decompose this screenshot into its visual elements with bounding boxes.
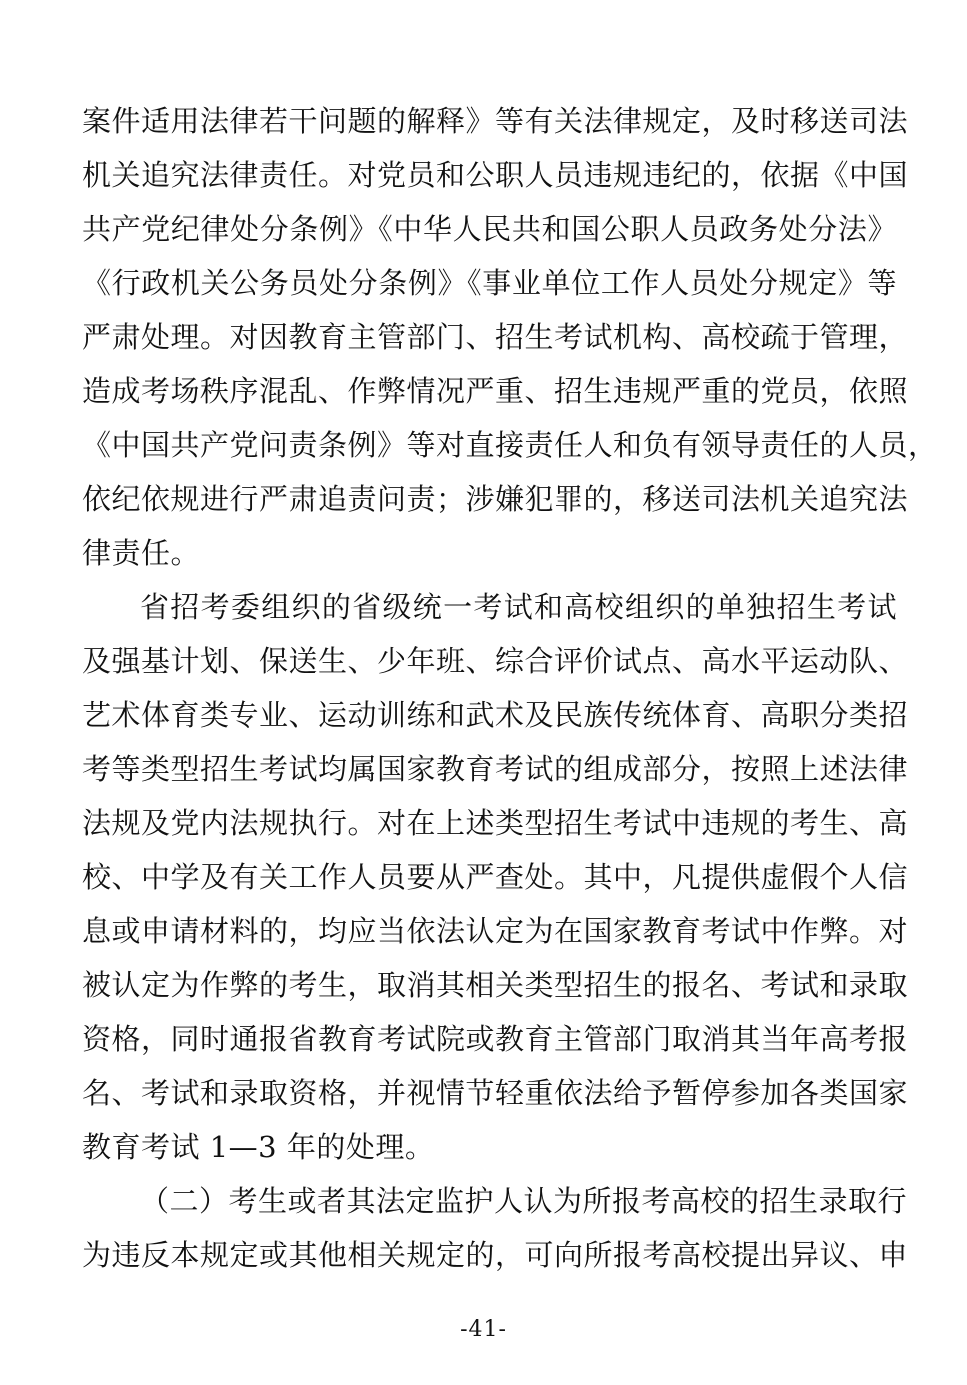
text-line: 依纪依规进行严肃追责问责；涉嫌犯罪的，移送司法机关追究法 — [82, 482, 909, 516]
text-line: 造成考场秩序混乱、作弊情况严重、招生违规严重的党员，依照 — [82, 374, 909, 408]
paragraph-first-line: 省招考委组织的省级统一考试和高校组织的单独招生考试 — [140, 590, 897, 624]
text-line: 机关追究法律责任。对党员和公职人员违规违纪的，依据《中国 — [82, 158, 909, 192]
text-line: 及强基计划、保送生、少年班、综合评价试点、高水平运动队、 — [82, 644, 909, 678]
text-line: 息或申请材料的，均应当依法认定为在国家教育考试中作弊。对 — [82, 914, 909, 948]
text-line: 名、考试和录取资格，并视情节轻重依法给予暂停参加各类国家 — [82, 1076, 909, 1110]
text-line: 校、中学及有关工作人员要从严查处。其中，凡提供虚假个人信 — [82, 860, 909, 894]
text-line: 被认定为作弊的考生，取消其相关类型招生的报名、考试和录取 — [82, 968, 909, 1002]
text-line: 《中国共产党问责条例》等对直接责任人和负有领导责任的人员， — [82, 428, 938, 462]
text-line: 艺术体育类专业、运动训练和武术及民族传统体育、高职分类招 — [82, 698, 909, 732]
text-line: 共产党纪律处分条例》《中华人民共和国公职人员政务处分法》 — [82, 212, 897, 246]
text-line: 为违反本规定或其他相关规定的，可向所报考高校提出异议、申 — [82, 1238, 909, 1272]
text-line: 考等类型招生考试均属国家教育考试的组成部分，按照上述法律 — [82, 752, 909, 786]
text-line: 资格，同时通报省教育考试院或教育主管部门取消其当年高考报 — [82, 1022, 909, 1056]
page-number: -41- — [460, 1317, 507, 1342]
paragraph-first-line: （二）考生或者其法定监护人认为所报考高校的招生录取行 — [140, 1184, 908, 1218]
text-line: 法规及党内法规执行。对在上述类型招生考试中违规的考生、高 — [82, 806, 909, 840]
text-line: 《行政机关公务员处分条例》《事业单位工作人员处分规定》等 — [82, 266, 897, 300]
text-line: 律责任。 — [82, 536, 201, 570]
text-line: 教育考试 1—3 年的处理。 — [82, 1130, 435, 1164]
body-text — [82, 94, 938, 1282]
text-line: 案件适用法律若干问题的解释》等有关法律规定，及时移送司法 — [82, 104, 909, 138]
text-line: 严肃处理。对因教育主管部门、招生考试机构、高校疏于管理， — [82, 320, 909, 354]
